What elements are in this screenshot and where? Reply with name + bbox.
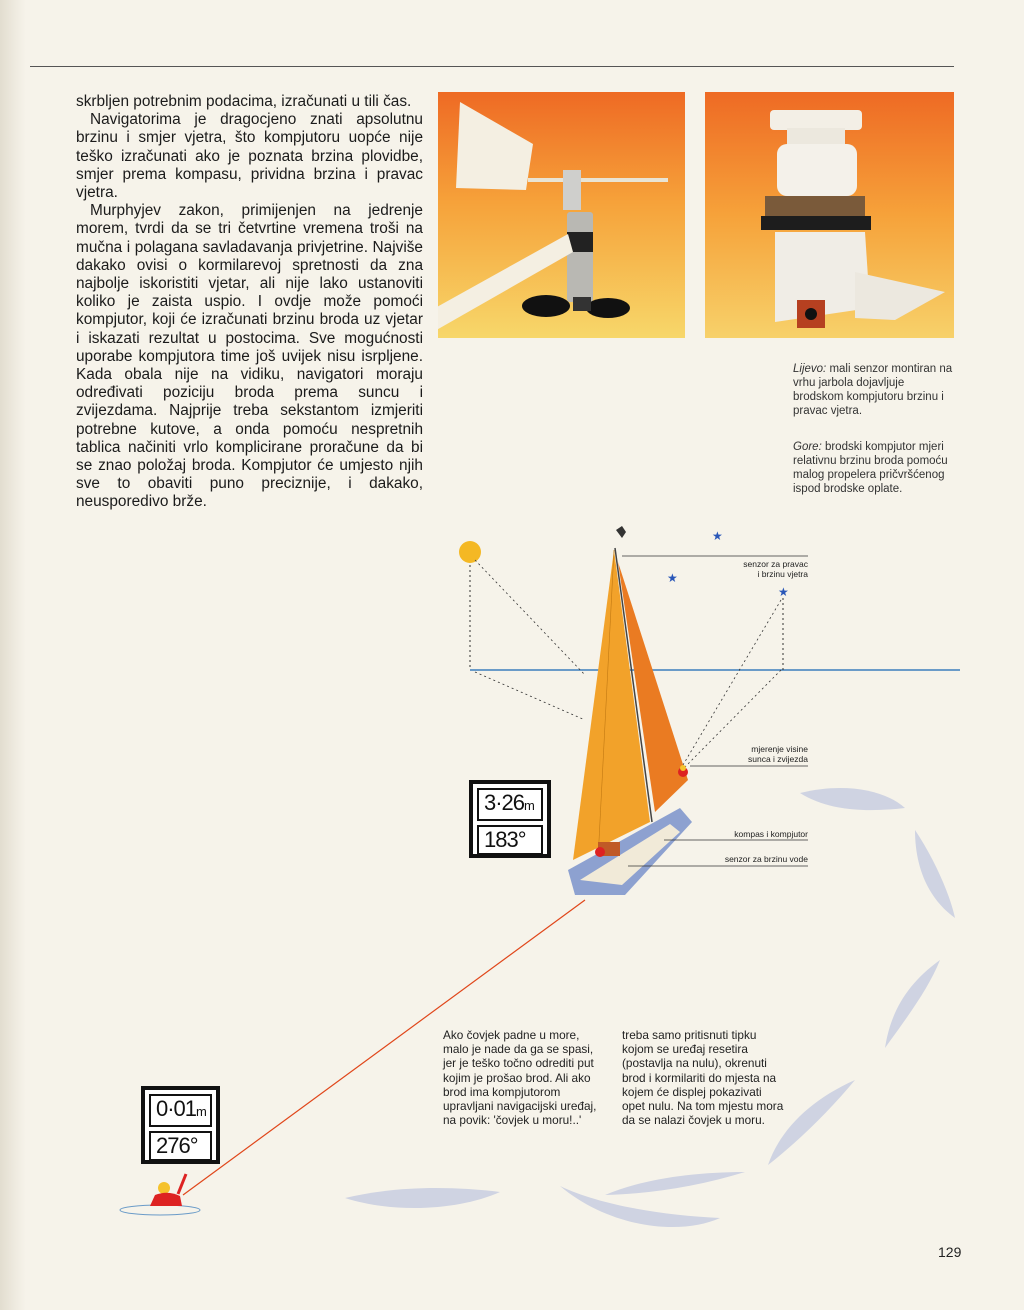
boat-readout-display bbox=[469, 780, 551, 858]
label-line: mjerenje visine bbox=[751, 744, 808, 754]
label-line: i brzinu vjetra bbox=[757, 568, 808, 579]
man-overboard-caption-2: treba samo pritisnuti tipku kojom se uređaj resetira (postavlja na nulu), okrenuti brod i kormilariti do mjesta na kojem će displej pokazivati opet nulu. Na tom mjestu mora da se nalazi čovjek u moru. bbox=[622, 1028, 784, 1128]
water-ripple bbox=[120, 1205, 200, 1215]
caption-lead: Gore: bbox=[793, 441, 822, 453]
label-speed-sensor: senzor za brzinu vode bbox=[724, 854, 808, 864]
star-icon: ★ bbox=[667, 571, 678, 585]
man-overboard-caption-1: Ako čovjek padne u more, malo je nade da ga se spasi, jer je teško točno odrediti put kojim je prošao brod. Ali ako brod ima kompjutorom upravljani navigacijski uređaj, na povik: 'čovjek u moru!..' bbox=[443, 1028, 597, 1128]
masthead-sensor-icon bbox=[616, 526, 626, 538]
readout-distance-value: 3·26 bbox=[484, 790, 525, 815]
readout-distance bbox=[149, 1094, 212, 1127]
star-icon: ★ bbox=[778, 585, 789, 599]
star-icon: ★ bbox=[712, 529, 723, 543]
page-number: 129 bbox=[938, 1244, 962, 1260]
caption-text: brodski kompjutor mjeri relativnu brzinu broda pomoću malog propelera pričvršćenog ispod brodske oplate. bbox=[793, 441, 948, 495]
readout-bearing: 276° bbox=[149, 1131, 212, 1161]
body-paragraph: Navigatorima je dragocjeno znati apsolutnu brzinu i smjer vjetra, što kompjutoru uopće nije teško izračunati ako je poznata brzina plovidbe, smjer prema kompasu, prividna brzina i pravac vjetra. bbox=[76, 111, 423, 202]
man-overboard-icon bbox=[158, 1182, 170, 1194]
sun-icon bbox=[459, 541, 481, 563]
label-line: sunca i zvijezda bbox=[747, 753, 808, 764]
readout-bearing: 183° bbox=[477, 825, 543, 855]
caption-lead: Lijevo: bbox=[793, 363, 827, 375]
body-paragraph: Murphyjev zakon, primijenjen na jedrenje morem, tvrdi da se tri četvrtine vremena troši na mučna i polagana savladavanja privjetrine. Najviše dakako ovisi o kormilarevoj spretnosti da zna najbolje iskoristiti vjetar, ali nije lako ustanoviti koliko je zaista uspio. I ovdje može pomoći kompjutor, koji će izračunati brzinu broda uz vjetar i iskazati rezultat u postocima. Sve mogućnosti uporabe kompjutora time još uvijek nisu isrpljene. Kada obala nije na vidiku, navigatori moraju određivati poziciju broda prema suncu i zvijezdama. Najprije treba sekstantom izmjeriti potrebne kutove, a onda pomoću nespretnih tablica načiniti vrlo komplicirane proračune da bi se znao položaj broda. Kompjutor će umjesto njih sve to obaviti puno preciznije, i dakako, neusporedivo brže. bbox=[76, 202, 423, 511]
label-compass: kompas i kompjutor bbox=[734, 829, 808, 839]
label-wind-sensor bbox=[700, 560, 808, 579]
readout-distance bbox=[477, 788, 543, 821]
man-readout-display bbox=[141, 1086, 220, 1164]
readout-distance-value: 0·01 bbox=[156, 1096, 197, 1121]
readout-unit: m bbox=[524, 798, 534, 813]
readout-unit: m bbox=[196, 1104, 206, 1119]
caption-text: mali senzor montiran na vrhu jarbola dojavljuje brodskom kompjutoru brzinu i pravac vjetra. bbox=[793, 363, 953, 417]
label-line: senzor za pravac bbox=[743, 559, 808, 569]
label-sight bbox=[700, 745, 808, 764]
body-paragraph: skrbljen potrebnim podacima, izračunati u tili čas. bbox=[76, 93, 412, 110]
